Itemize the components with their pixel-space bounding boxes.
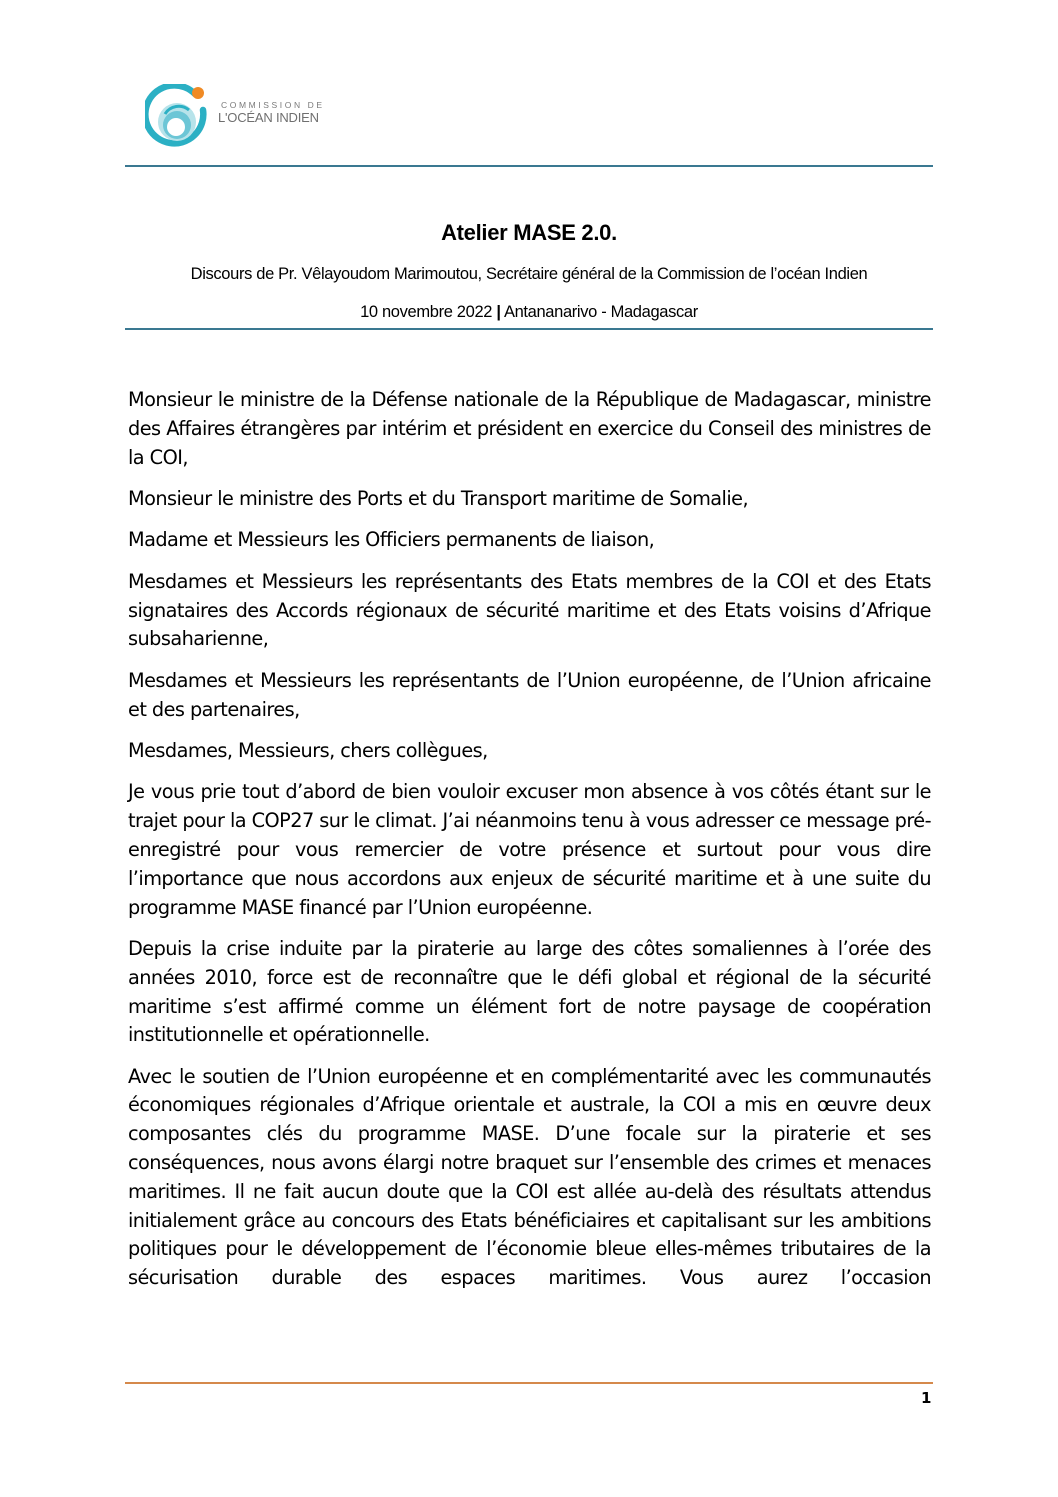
speech-body — [128, 386, 931, 1306]
paragraph: Mesdames et Messieurs les représentants de l’Union européenne, de l’Union africaine et des partenaires, — [128, 668, 931, 721]
paragraph: Depuis la crise induite par la piraterie au large des côtes somaliennes à l’orée des années 2010, force est de reconnaître que le défi global et régional de la sécurité maritime s’est affirmé comme un élément fort de notre paysage de coopération institutionnelle et opérationnelle. — [128, 936, 931, 1047]
paragraph: Mesdames, Messieurs, chers collègues, — [128, 738, 488, 762]
footer-rule — [125, 1382, 933, 1384]
coi-logo — [145, 84, 345, 152]
paragraph: Avec le soutien de l’Union européenne et en complémentarité avec les communautés économiques régionales d’Afrique orientale et australe, la COI a mis en œuvre deux composantes clés du programme MASE. D’une focale sur la piraterie et ses conséquences, nous avons élargi notre braquet sur l’ensemble des crimes et menaces maritimes. Il ne fait aucun doute que la COI est allée au-delà des résultats attendus initialement grâce au concours des Etats bénéficiaires et capitalisant sur les ambitions politiques pour le développement de l’économie bleue elles-mêmes tributaires de la sécurisation durable des espaces maritimes. Vous aurez l’occasion — [128, 1064, 931, 1290]
paragraph: Je vous prie tout d’abord de bien vouloir excuser mon absence à vos côtés étant sur le trajet pour la COP27 sur le climat. J’ai néanmoins tenu à vous adresser ce message pré-enregistré pour vous remercier de votre présence et surtout pour vous dire l’importance que nous accordons aux enjeux de sécurité maritime et à une suite du programme MASE financé par l’Union européenne. — [128, 780, 931, 919]
document-subtitle: Discours de Pr. Vêlayoudom Marimoutou, Secrétaire général de la Commission de l’océan Indien — [190, 265, 868, 283]
coi-logo-icon — [145, 84, 211, 150]
document-dateline — [125, 303, 933, 322]
paragraph: Madame et Messieurs les Officiers permanents de liaison, — [128, 528, 655, 552]
paragraph: Monsieur le ministre de la Défense nationale de la République de Madagascar, ministre des Affaires étrangères par intérim et président en exercice du Conseil des ministres de la COI, — [128, 388, 931, 469]
paragraph: Mesdames et Messieurs les représentants des Etats membres de la COI et des Etats signataires des Accords régionaux de sécurité maritime et des Etats voisins d’Afrique subsaharienne, — [128, 569, 931, 651]
header-top-rule — [125, 165, 933, 167]
location: Antananarivo - Madagascar — [503, 303, 698, 321]
dateline-separator: | — [496, 303, 501, 321]
document-title: Atelier MASE 2.0. — [441, 220, 617, 245]
paragraph: Monsieur le ministre des Ports et du Transport maritime de Somalie, — [128, 486, 749, 510]
page-number: 1 — [921, 1389, 932, 1407]
logo-text-ocean-indien: L'OCÉAN INDIEN — [218, 110, 319, 125]
logo-text-commission: COMMISSION DE — [221, 100, 325, 110]
date: 10 novembre 2022 — [360, 303, 493, 321]
header-bottom-rule — [125, 328, 933, 330]
